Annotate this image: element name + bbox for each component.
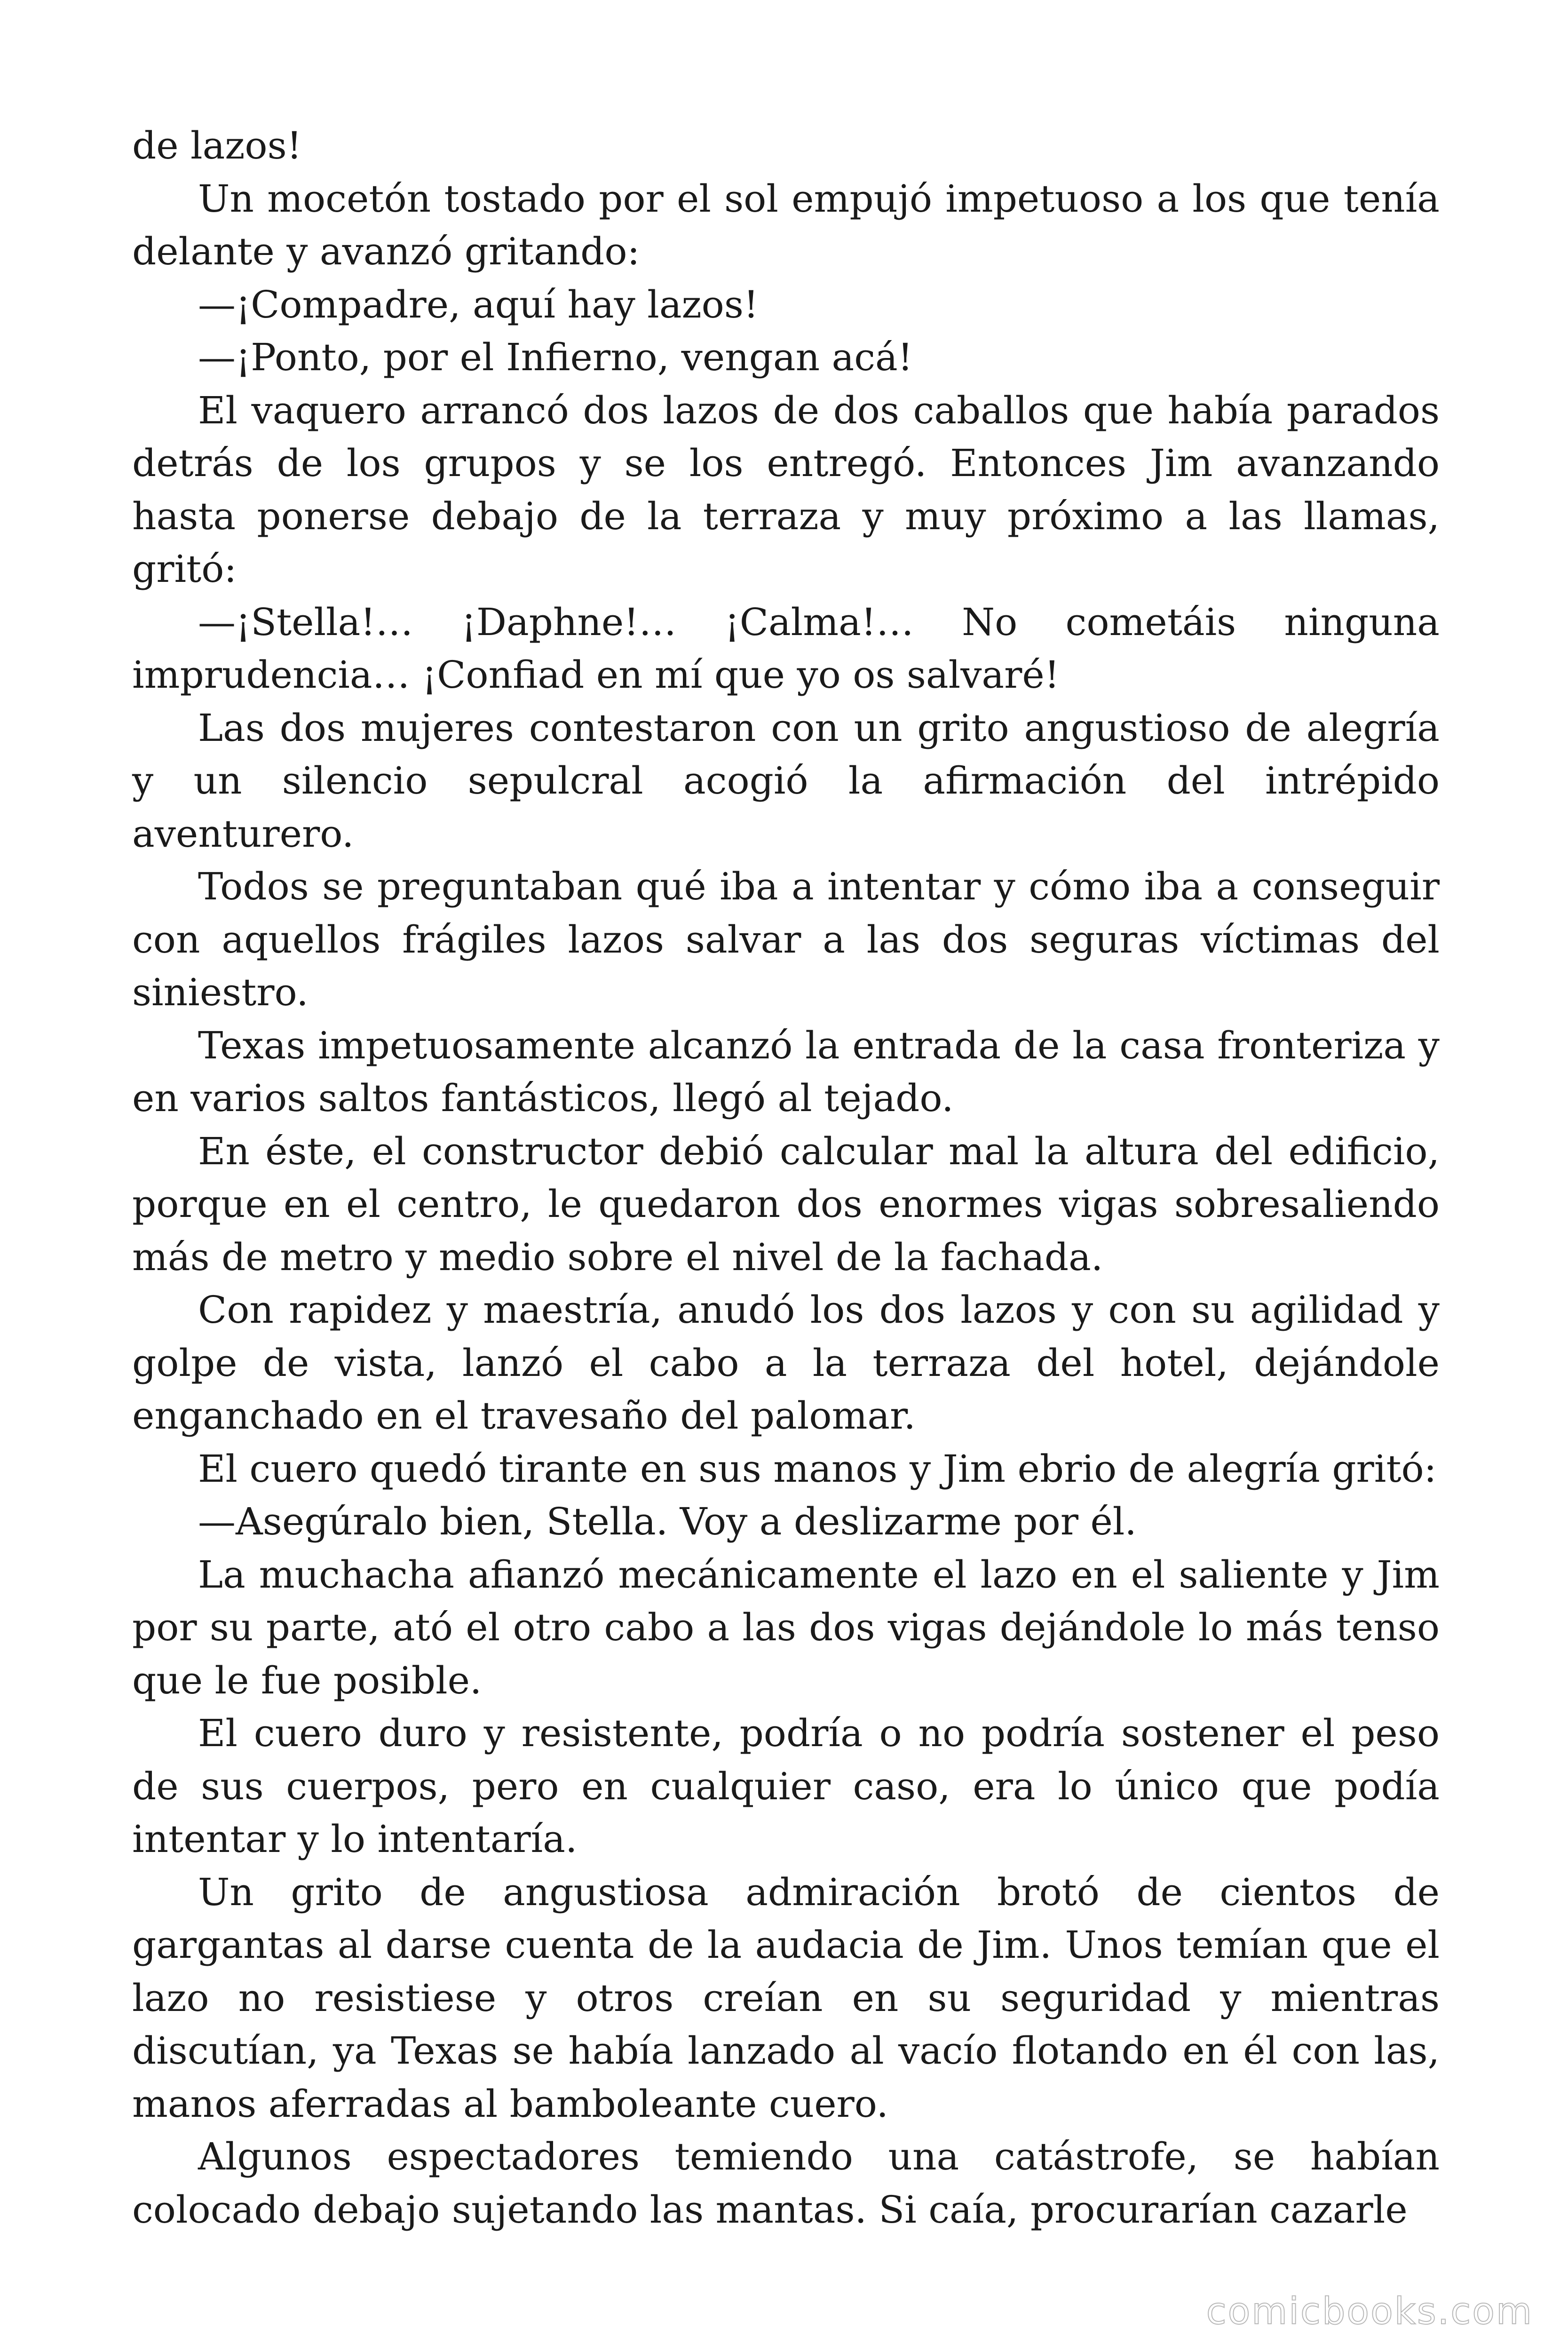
paragraph: de lazos!: [132, 124, 302, 167]
paragraph: El cuero duro y resistente, podría o no podría sostener el peso de sus cuerpos, pero en cualquier caso, era lo único que podía intentar y lo intentaría.: [132, 1711, 1440, 1861]
paragraph: —¡Ponto, por el Infierno, vengan acá!: [198, 335, 913, 379]
paragraph: Algunos espectadores temiendo una catástrofe, se habían colocado debajo sujetando las mantas. Si caía, procurarían cazarle: [132, 2135, 1440, 2232]
paragraph: El cuero quedó tirante en sus manos y Jim ebrio de alegría gritó:: [198, 1446, 1437, 1491]
paragraph: Un grito de angustiosa admiración brotó de cientos de gargantas al darse cuenta de la audacia de Jim. Unos temían que el lazo no resistiese y otros creían en su seguridad y mientras discutían, ya Texas se había lanzado al vacío flotando en él con las, manos aferradas al bamboleante cuero.: [132, 1870, 1440, 2126]
paragraph: —Asegúralo bien, Stella. Voy a deslizarme por él.: [198, 1500, 1137, 1543]
paragraph: En éste, el constructor debió calcular mal la altura del edificio, porque en el centro, le quedaron dos enormes vigas sobresaliendo más de metro y medio sobre el nivel de la fachada.: [132, 1129, 1440, 1279]
paragraph: Las dos mujeres contestaron con un grito angustioso de alegría y un silencio sepulcral acogió la afirmación del intrépido aventurero.: [132, 706, 1440, 856]
paragraph: Con rapidez y maestría, anudó los dos lazos y con su agilidad y golpe de vista, lanzó el cabo a la terraza del hotel, dejándole enganchado en el travesaño del palomar.: [132, 1288, 1440, 1438]
paragraph: El vaquero arrancó dos lazos de dos caballos que había parados detrás de los grupos y se los entregó. Entonces Jim avanzando hasta ponerse debajo de la terraza y muy próximo a las llamas, gritó:: [132, 388, 1440, 591]
watermark: comicbooks.com: [1206, 2290, 1533, 2333]
paragraph: La muchacha afianzó mecánicamente el lazo en el saliente y Jim por su parte, ató el otro cabo a las dos vigas dejándole lo más tenso que le fue posible.: [132, 1552, 1440, 1702]
paragraph: —¡Stella!… ¡Daphne!… ¡Calma!… No cometáis ninguna imprudencia… ¡Confiad en mí que yo os salvaré!: [132, 600, 1440, 697]
paragraph: Un mocetón tostado por el sol empujó impetuoso a los que tenía delante y avanzó gritando:: [132, 176, 1440, 273]
paragraph: —¡Compadre, aquí hay lazos!: [198, 282, 759, 326]
page-body: [132, 119, 1440, 2236]
paragraph: Todos se preguntaban qué iba a intentar y cómo iba a conseguir con aquellos frágiles lazos salvar a las dos seguras víctimas del siniestro.: [132, 865, 1440, 1014]
paragraph: Texas impetuosamente alcanzó la entrada de la casa fronteriza y en varios saltos fantásticos, llegó al tejado.: [132, 1023, 1440, 1120]
